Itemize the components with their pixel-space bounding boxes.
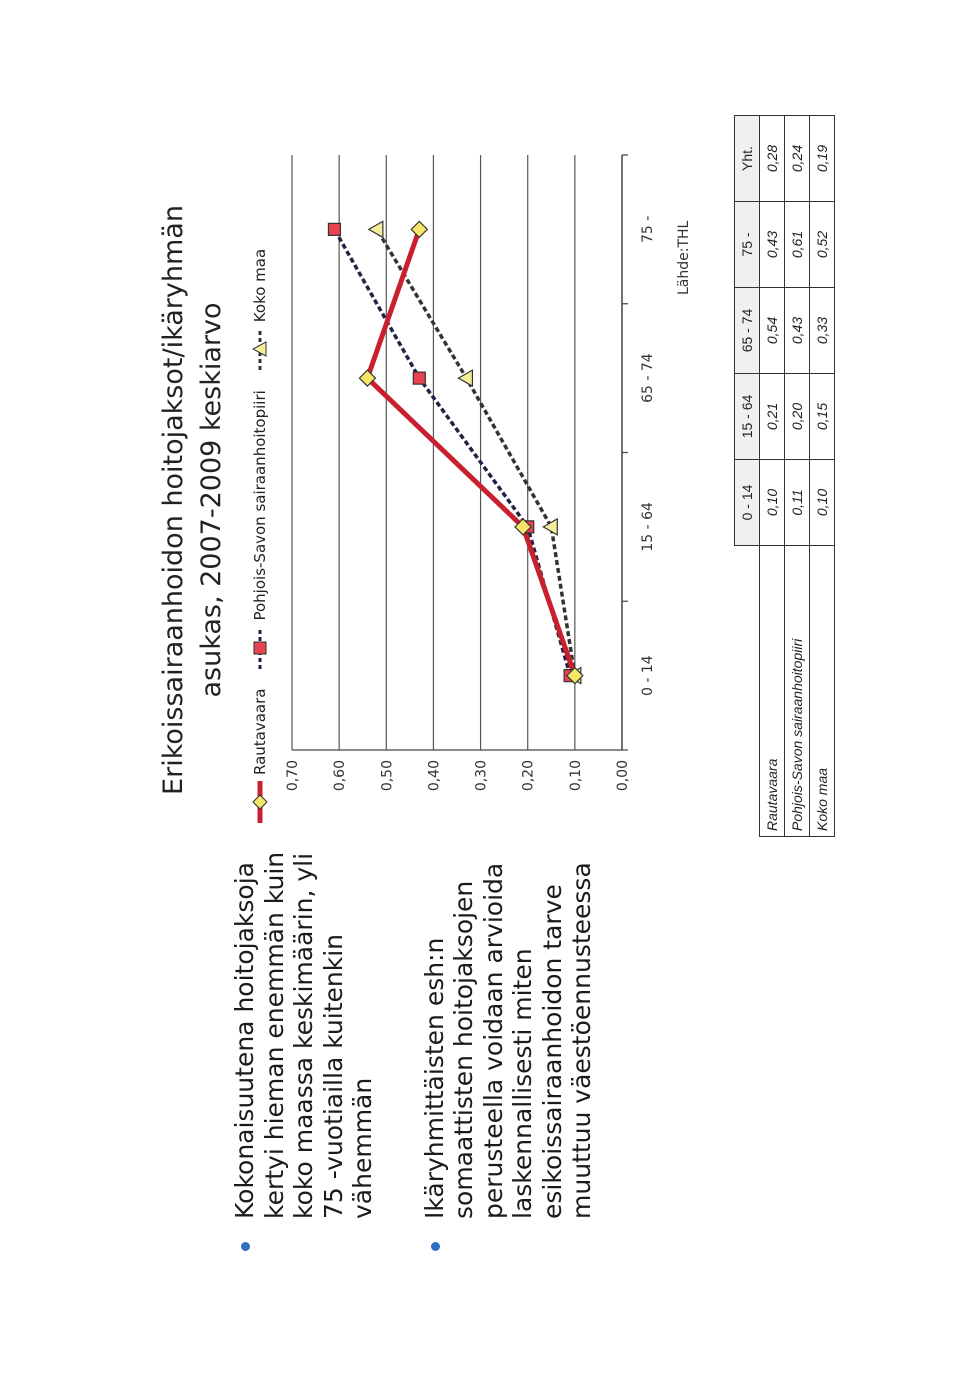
table-header: Yht. bbox=[735, 116, 760, 202]
source-note: Lähde:THL bbox=[676, 220, 692, 295]
table-cell: 0,24 bbox=[785, 116, 810, 202]
x-tick-label: 75 - bbox=[640, 215, 656, 244]
legend-label: Rautavaara bbox=[251, 688, 269, 775]
series-line-0 bbox=[367, 229, 574, 675]
table-row bbox=[810, 116, 835, 837]
chart-legend bbox=[240, 165, 280, 825]
table-header-row bbox=[735, 116, 760, 837]
table-cell: 0,61 bbox=[785, 202, 810, 288]
data-point-triangle bbox=[369, 221, 383, 237]
legend-item-pohjois-savo bbox=[251, 390, 269, 670]
table-header: 75 - bbox=[735, 202, 760, 288]
legend-label: Pohjois-Savon sairaanhoitopiiri bbox=[251, 390, 269, 621]
y-tick-label: 0,70 bbox=[285, 760, 301, 792]
table-cell: 0,19 bbox=[810, 116, 835, 202]
table-header: 0 - 14 bbox=[735, 460, 760, 546]
legend-label: Koko maa bbox=[251, 248, 269, 323]
legend-item-rautavaara bbox=[251, 689, 269, 825]
data-point-square bbox=[413, 372, 425, 384]
data-point-triangle bbox=[543, 519, 557, 535]
table-header: 65 - 74 bbox=[735, 288, 760, 374]
y-tick-label: 0,10 bbox=[567, 760, 584, 792]
table-cell: 0,10 bbox=[760, 460, 785, 546]
table-cell: 0,28 bbox=[760, 116, 785, 202]
bullet-text: Ikäryhmittäisten esh:n somaattisten hoitojaksojen perusteella voidaan arvioida laskennallisesti miten esikoissairaanhoidon tarve muuttuu väestöennusteessa bbox=[419, 862, 596, 1219]
x-tick-label: 0 - 14 bbox=[640, 655, 656, 696]
y-tick-label: 0,30 bbox=[473, 760, 490, 792]
line-chart bbox=[280, 145, 675, 825]
bullet-dot-icon bbox=[241, 1242, 250, 1251]
table-cell: 0,15 bbox=[810, 374, 835, 460]
table-header: 15 - 64 bbox=[735, 374, 760, 460]
y-tick-label: 0,40 bbox=[426, 760, 443, 792]
bullet-dot-icon bbox=[431, 1242, 440, 1251]
bullet-item bbox=[420, 835, 597, 1255]
table-row-label: Rautavaara bbox=[760, 546, 785, 837]
table-cell: 0,43 bbox=[785, 288, 810, 374]
series-line-2 bbox=[377, 229, 575, 675]
legend-triangle-icon bbox=[252, 326, 268, 372]
table-cell: 0,20 bbox=[785, 374, 810, 460]
chart-title: Erikoissairaanhoidon hoitojaksot/ikäryhmän asukas, 2007-2009 keskiarvo bbox=[158, 205, 227, 795]
x-tick-label: 65 - 74 bbox=[640, 353, 656, 403]
x-tick-label: 15 - 64 bbox=[640, 502, 656, 552]
data-point-diamond bbox=[411, 221, 427, 237]
table-row bbox=[785, 116, 810, 837]
table-cell: 0,21 bbox=[760, 374, 785, 460]
table-cell: 0,54 bbox=[760, 288, 785, 374]
bullet-item bbox=[230, 835, 378, 1255]
table-cell: 0,52 bbox=[810, 202, 835, 288]
table-cell: 0,10 bbox=[810, 460, 835, 546]
y-tick-label: 0,60 bbox=[332, 760, 349, 792]
data-point-triangle bbox=[458, 370, 472, 386]
legend-diamond-icon bbox=[252, 779, 268, 825]
data-table bbox=[734, 115, 835, 837]
y-tick-label: 0,00 bbox=[615, 760, 631, 792]
bullet-list bbox=[230, 835, 639, 1255]
table-cell: 0,11 bbox=[785, 460, 810, 546]
table-row-label: Koko maa bbox=[810, 546, 835, 837]
table-cell: 0,33 bbox=[810, 288, 835, 374]
table-row-label: Pohjois-Savon sairaanhoitopiiri bbox=[785, 546, 810, 837]
table-row bbox=[760, 116, 785, 837]
y-tick-label: 0,20 bbox=[520, 760, 537, 792]
legend-item-koko-maa bbox=[251, 249, 269, 372]
legend-square-icon bbox=[252, 625, 268, 671]
y-tick-label: 0,50 bbox=[379, 760, 396, 792]
data-point-square bbox=[328, 223, 340, 235]
series-line-1 bbox=[334, 229, 570, 675]
table-cell: 0,43 bbox=[760, 202, 785, 288]
bullet-text: Kokonaisuutena hoitojaksoja kertyi hieman enemmän kuin koko maassa keskimäärin, yli 75 -vuotiailla kuitenkin vähemmän bbox=[230, 851, 377, 1219]
table-corner bbox=[735, 546, 760, 837]
